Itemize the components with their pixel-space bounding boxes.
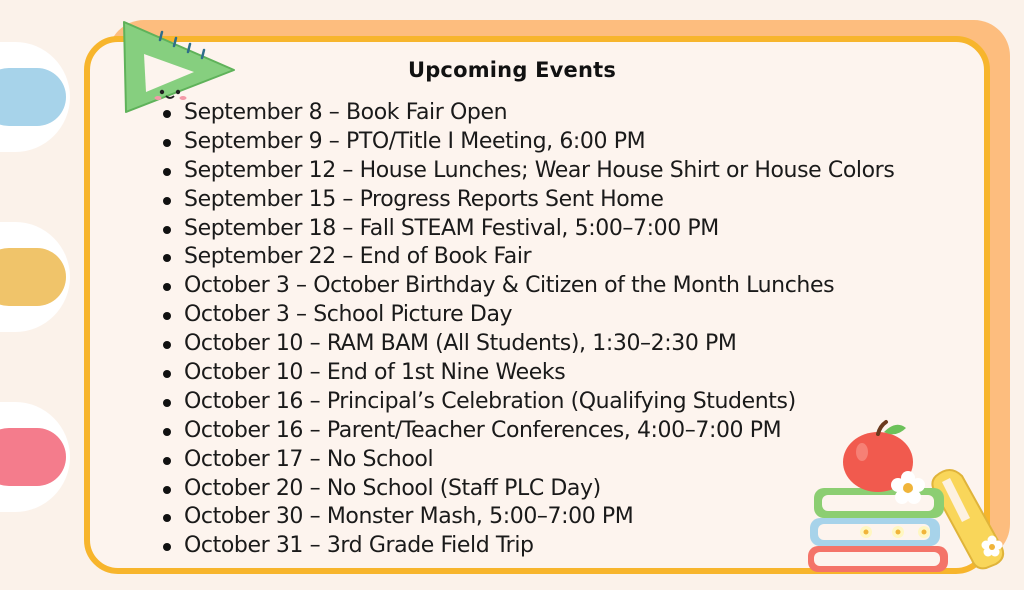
side-tab-yellow <box>0 248 66 306</box>
list-item: October 3 – School Picture Day <box>184 301 894 330</box>
events-list <box>184 99 894 561</box>
list-item: October 10 – End of 1st Nine Weeks <box>184 359 894 388</box>
list-item: September 18 – Fall STEAM Festival, 5:00–7:00 PM <box>184 215 894 244</box>
page-title: Upcoming Events <box>407 58 617 82</box>
list-item: October 30 – Monster Mash, 5:00–7:00 PM <box>184 503 894 532</box>
list-item: September 22 – End of Book Fair <box>184 243 894 272</box>
list-item: October 20 – No School (Staff PLC Day) <box>184 475 894 504</box>
side-tab-pink <box>0 428 66 486</box>
list-item: October 10 – RAM BAM (All Students), 1:30–2:30 PM <box>184 330 894 359</box>
list-item: September 15 – Progress Reports Sent Home <box>184 186 894 215</box>
list-item: October 3 – October Birthday & Citizen of the Month Lunches <box>184 272 894 301</box>
list-item: September 12 – House Lunches; Wear House Shirt or House Colors <box>184 157 894 186</box>
list-item: October 31 – 3rd Grade Field Trip <box>184 532 894 561</box>
list-item: September 9 – PTO/Title I Meeting, 6:00 PM <box>184 128 894 157</box>
list-item: October 16 – Parent/Teacher Conferences, 4:00–7:00 PM <box>184 417 894 446</box>
list-item: October 16 – Principal’s Celebration (Qualifying Students) <box>184 388 894 417</box>
list-item: September 8 – Book Fair Open <box>184 99 894 128</box>
list-item: October 17 – No School <box>184 446 894 475</box>
apple-on-books-icon <box>800 418 1020 590</box>
